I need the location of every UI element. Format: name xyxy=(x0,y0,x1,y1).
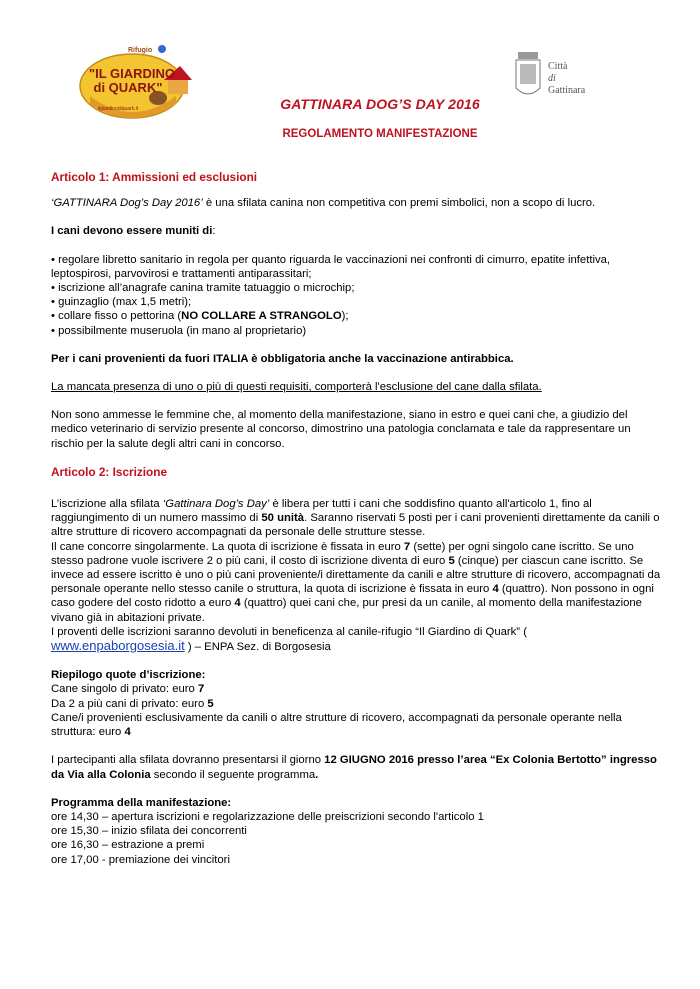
fee-line: Da 2 a più cani di privato: euro 5 xyxy=(51,697,214,710)
svg-text:ilgiardinodiquark.it: ilgiardinodiquark.it xyxy=(97,106,139,112)
page-title: GATTINARA DOG’S DAY 2016 xyxy=(280,96,480,112)
article-1-intro: ‘GATTINARA Dog’s Day 2016’ è una sfilata canina non competitiva con premi simbolici, non a scopo di lucro. xyxy=(51,197,596,210)
svg-text:"IL GIARDINO: "IL GIARDINO xyxy=(88,66,176,81)
foreign-dogs-note: Per i cani provenienti da fuori ITALIA è obbligatoria anche la vaccinazione antirabbica. xyxy=(51,352,514,365)
regulation-body xyxy=(51,170,661,867)
females-note: Non sono ammesse le femmine che, al momento della manifestazione, siano in estro e quei cani che, a giudizio del medico veterinario di servizio presente al concorso, dimostrino una patologia conclamata e tale da rappresentare un rischio per la salute degli altri cani in concorso. xyxy=(51,409,631,450)
requirement-item: • collare fisso o pettorina (NO COLLARE A STRANGOLO); xyxy=(51,310,349,323)
exclusion-note: La mancata presenza di uno o più di questi requisiti, comporterà l'esclusione del cane dalla sfilata. xyxy=(51,381,542,394)
enpa-link[interactable]: www.enpaborgosesia.it xyxy=(51,638,185,654)
meeting-info: I partecipanti alla sfilata dovranno presentarsi il giorno 12 GIUGNO 2016 presso l’area “Ex Colonia Bertotto” ingresso da Via alla Colonia secondo il seguente programma. xyxy=(51,754,657,781)
requirements-heading: I cani devono essere muniti di: xyxy=(51,225,216,238)
article-2-paragraph: Il cane concorre singolarmente. La quota di iscrizione è fissata in euro 7 (sette) per ogni singolo cane iscritto. Se uno stesso padrone vuole iscrivere 2 o più cani, il costo di iscrizione diventa di euro 5 (cinque) per ciascun cane iscritto. Se invece ad essere iscritto è uno o più cani proveniente/i direttamente da canili e altre strutture di ricovero, accompagnati da personale operante nello stesso canile o struttura, la quota di iscrizione è fissata in euro 4 (quattro). Non possono in ogni caso godere del costo ridotto a euro 4 (quattro) quei cani che, pur presi da un canile, al momento della manifestazione vivano già in abitazioni private. xyxy=(51,540,661,624)
fee-line: Cane/i provenienti esclusivamente da canili o altre strutture di ricovero, accompagnati da personale operante nella struttura: euro 4 xyxy=(51,711,622,739)
page-subtitle: REGOLAMENTO MANIFESTAZIONE xyxy=(282,128,478,140)
requirement-item: • guinzaglio (max 1,5 metri); xyxy=(51,296,192,309)
program-item: ore 16,30 – estrazione a premi xyxy=(51,839,205,852)
fees-heading: Riepilogo quote d’iscrizione: xyxy=(51,669,206,682)
article-2-paragraph: www.enpaborgosesia.it ) – ENPA Sez. di Borgosesia xyxy=(51,638,331,654)
requirement-item: • regolare libretto sanitario in regola per quanto riguarda le vaccinazioni nei confronti di cimurro, epatite infettiva, leptospirosi, parvovirosi e trattamenti antiparassitari; xyxy=(51,253,611,280)
program-item: ore 17,00 - premiazione dei vincitori xyxy=(51,853,230,866)
article-1-heading: Articolo 1: Ammissioni ed esclusioni xyxy=(51,170,258,184)
requirement-item: • possibilmente museruola (in mano al proprietario) xyxy=(51,324,307,337)
program-item: ore 14,30 – apertura iscrizioni e regolarizzazione delle preiscrizioni secondo l'articolo 1 xyxy=(51,810,484,823)
article-2-paragraph: I proventi delle iscrizioni saranno devoluti in beneficenza al canile-rifugio “Il Giardino di Quark” ( xyxy=(51,625,527,638)
city-name: Città di Gattinara xyxy=(548,61,586,96)
fee-line: Cane singolo di privato: euro 7 xyxy=(51,683,205,696)
program-heading: Programma della manifestazione: xyxy=(51,796,232,809)
article-2-heading: Articolo 2: Iscrizione xyxy=(51,464,168,479)
requirement-item: • iscrizione all’anagrafe canina tramite tatuaggio o microchip; xyxy=(51,282,355,295)
svg-text:di QUARK": di QUARK" xyxy=(93,80,163,95)
svg-text:Rifugio: Rifugio xyxy=(128,47,153,54)
article-2-paragraph: L’iscrizione alla sfilata ‘Gattinara Dog’s Day’ è libera per tutti i cani che soddisfino quanto all'articolo 1, fino al raggiungimento di un numero massimo di 50 unità. Saranno riservati 5 posti per i cani provenienti direttamente da canili o altre strutture di ricovero accompagnati da personale delle strutture stesse. xyxy=(51,498,660,539)
program-item: ore 15,30 – inizio sfilata dei concorrenti xyxy=(51,825,247,838)
